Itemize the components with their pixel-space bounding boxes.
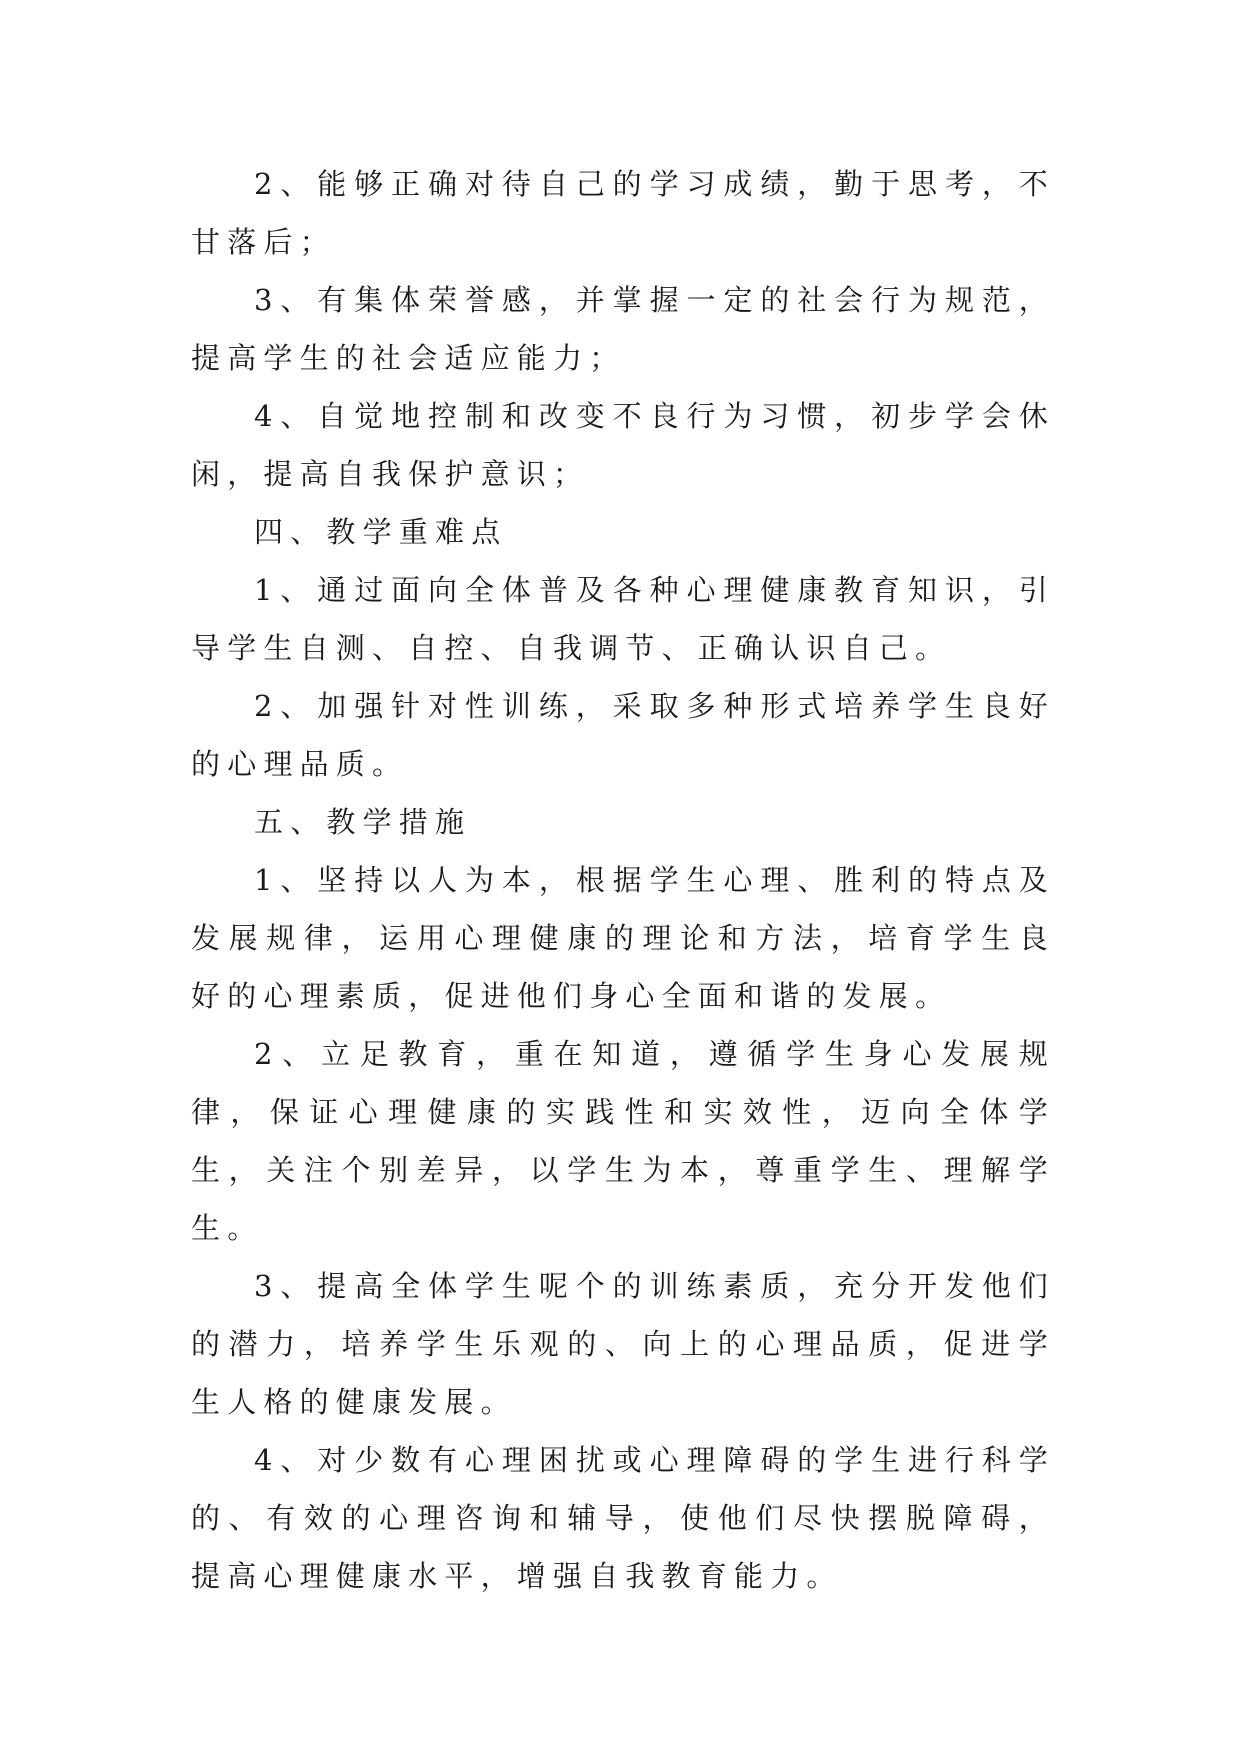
- paragraph-key-point-1: 1、通过面向全体普及各种心理健康教育知识，引导学生自测、自控、自我调节、正确认识自己。: [191, 573, 1055, 665]
- paragraph-measure-1: 1、坚持以人为本，根据学生心理、胜利的特点及发展规律，运用心理健康的理论和方法，培育学生良好的心理素质，促进他们身心全面和谐的发展。: [191, 863, 1055, 1013]
- paragraph-goal-2: 2、能够正确对待自己的学习成绩，勤于思考，不甘落后；: [191, 167, 1055, 259]
- paragraph-key-point-2: 2、加强针对性训练，采取多种形式培养学生良好的心理品质。: [191, 689, 1055, 781]
- document-body: [191, 155, 1055, 1605]
- section-heading-teaching-measures: 五、教学措施: [254, 805, 472, 839]
- paragraph-goal-4: 4、自觉地控制和改变不良行为习惯，初步学会休闲，提高自我保护意识；: [191, 399, 1055, 491]
- paragraph-measure-2: 2、立足教育，重在知道，遵循学生身心发展规律，保证心理健康的实践性和实效性，迈向全体学生，关注个别差异，以学生为本，尊重学生、理解学生。: [191, 1037, 1055, 1245]
- paragraph-goal-3: 3、有集体荣誉感，并掌握一定的社会行为规范，提高学生的社会适应能力；: [191, 283, 1055, 375]
- paragraph-measure-3: 3、提高全体学生呢个的训练素质，充分开发他们的潜力，培养学生乐观的、向上的心理品质，促进学生人格的健康发展。: [191, 1269, 1055, 1419]
- paragraph-measure-4: 4、对少数有心理困扰或心理障碍的学生进行科学的、有效的心理咨询和辅导，使他们尽快摆脱障碍，提高心理健康水平，增强自我教育能力。: [191, 1443, 1055, 1593]
- section-heading-teaching-key-points: 四、教学重难点: [254, 515, 508, 549]
